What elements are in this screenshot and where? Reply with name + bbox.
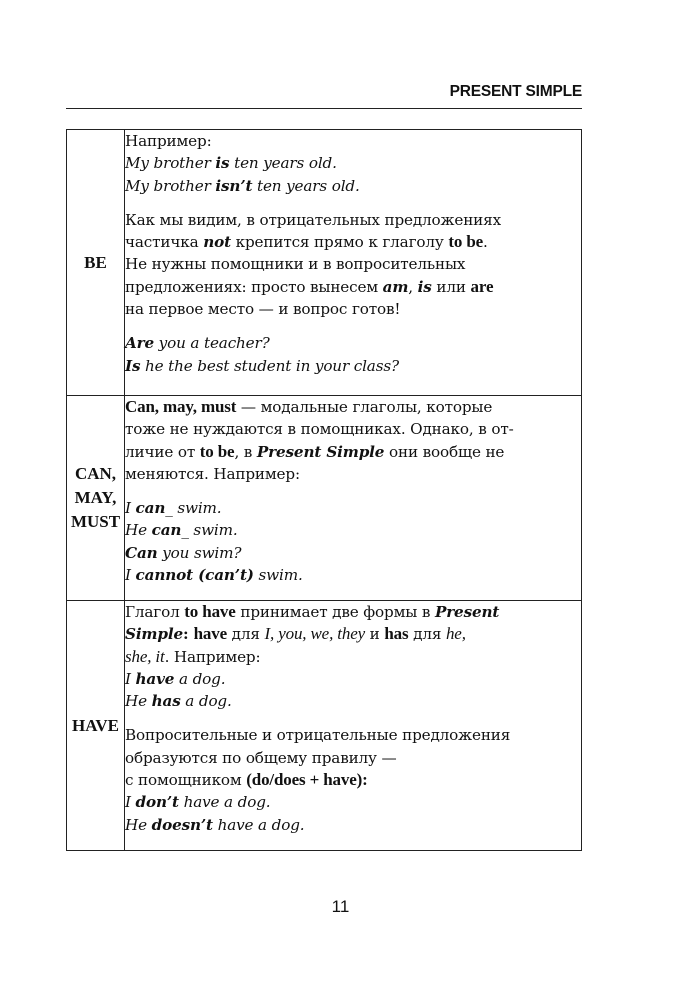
example-line: Is he the best student in your class? <box>125 356 399 375</box>
text-line: Не нужны помощники и в вопросительных <box>125 255 466 274</box>
table-row-be <box>67 130 582 396</box>
example-line: Are you a teacher? <box>125 334 270 353</box>
page-number: 11 <box>331 897 350 916</box>
text-line: предложениях: просто вынесем am, is или are <box>125 276 494 296</box>
table-row-modals <box>67 396 582 601</box>
term-label: CAN, <box>74 464 117 483</box>
example-line: He has a dog. <box>125 692 232 711</box>
example-line: I cannot (can’t) swim. <box>125 566 303 585</box>
term-cell <box>67 130 125 396</box>
explanation-cell <box>125 130 582 396</box>
example-line: My brother isn’t ten years old. <box>125 176 360 195</box>
text-line: образуются по общему правилу — <box>125 748 397 767</box>
example-line: He doesn’t have a dog. <box>125 815 305 834</box>
explanation-cell <box>125 601 582 851</box>
term-label: MUST <box>70 512 121 531</box>
running-head <box>66 82 582 109</box>
term-cell <box>67 601 125 851</box>
term-label: BE <box>84 252 107 272</box>
section-title: PRESENT SIMPLE <box>449 83 582 100</box>
text-line: Can, may, must — модальные глаголы, которые <box>125 397 493 416</box>
text-line: на первое место — и вопрос готов! <box>125 300 401 319</box>
text-line: тоже не нуждаются в помощниках. Однако, в от- <box>125 420 514 439</box>
text-line: she, it. Например: <box>125 646 261 666</box>
term-label: HAVE <box>72 715 119 735</box>
term-label: MAY, <box>74 488 117 507</box>
example-line: Can you swim? <box>125 543 242 562</box>
text-line: Вопросительные и отрицательные предложения <box>125 726 511 745</box>
table-row-have <box>67 601 582 851</box>
text-line: с помощником (do/does + have): <box>125 770 368 790</box>
term-cell <box>67 396 125 601</box>
text-line: Simple: have для I, you, we, they и has для he, <box>125 624 466 644</box>
example-line: He can_ swim. <box>125 521 238 540</box>
example-line: I have a dog. <box>125 669 226 688</box>
example-line: My brother is ten years old. <box>125 154 337 173</box>
example-line: I can_ swim. <box>125 499 222 518</box>
explanation-cell <box>125 396 582 601</box>
text-line: личие от to be, в Present Simple они вообще не <box>125 441 505 461</box>
grammar-table <box>66 129 582 851</box>
text-line: Как мы видим, в отрицательных предложениях <box>125 210 501 229</box>
text-line: частичка not крепится прямо к глаголу to be. <box>125 232 488 252</box>
text-line: Глагол to have принимает две формы в Present <box>125 602 500 621</box>
text-line: меняются. Например: <box>125 464 300 483</box>
example-line: I don’t have a dog. <box>125 793 271 812</box>
text-line: Например: <box>125 132 212 150</box>
